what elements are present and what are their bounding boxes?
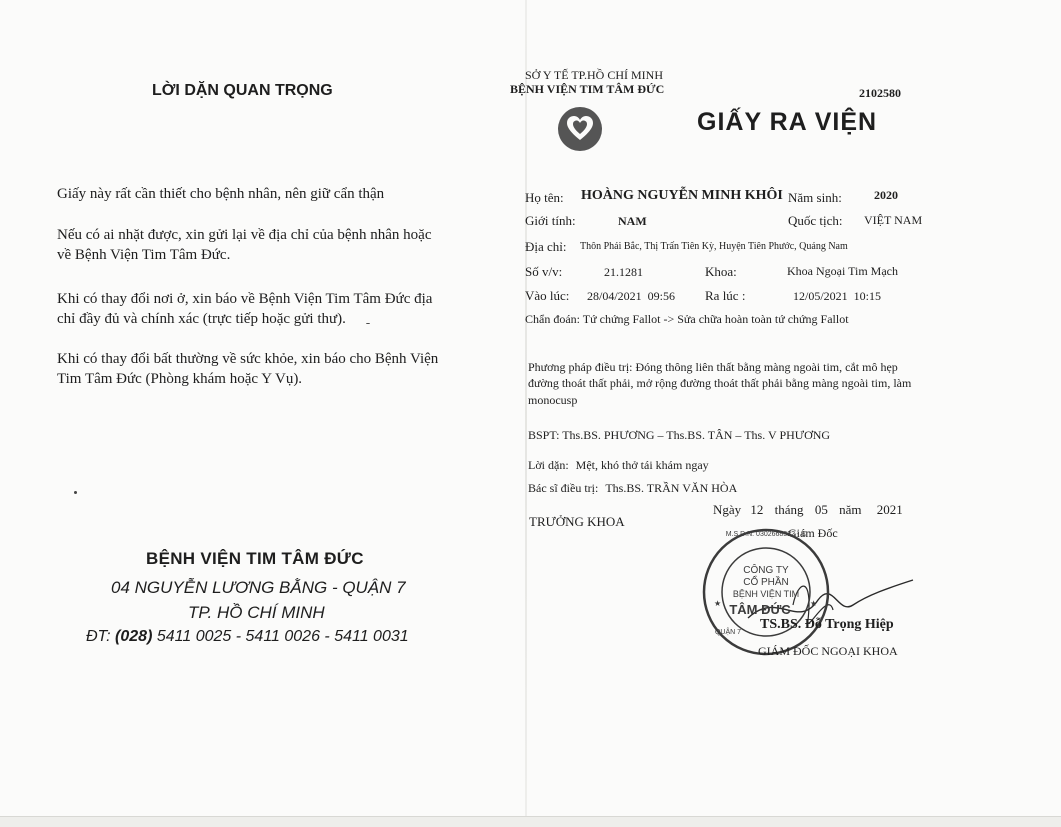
month-label: tháng	[774, 502, 804, 517]
gender: NAM	[618, 214, 647, 228]
stamp-star-icon: ★	[810, 599, 818, 608]
diagnosis-value: Tứ chứng Fallot -> Sửa chữa hoàn toàn tứ chứng Fallot	[582, 312, 849, 326]
address-label: Địa chỉ:	[525, 239, 567, 254]
day-label: Ngày	[713, 502, 742, 517]
signer-name: TS.BS. Đỗ Trọng Hiệp	[760, 617, 894, 632]
director-label: Giám Đốc	[788, 526, 838, 540]
month: 05	[814, 502, 828, 517]
stamp-line: CÔNG TY	[743, 565, 789, 576]
stamp-star-icon: ★	[714, 599, 722, 608]
day: 12	[750, 502, 764, 517]
notice-line: Tim Tâm Đức (Phòng khám hoặc Y Vụ).	[57, 371, 303, 387]
patient-address: Thôn Phái Bắc, Thị Trấn Tiên Kỳ, Huyện Tiên Phước, Quảng Nam	[580, 241, 848, 252]
signer-title: GIÁM ĐỐC NGOẠI KHOA	[758, 644, 898, 658]
admission-time: 28/04/2021 09:56	[587, 289, 676, 303]
hospital-logo-icon	[557, 106, 603, 152]
hospital-phone	[86, 628, 409, 646]
hospital-header: BỆNH VIỆN TIM TÂM ĐỨC	[510, 82, 665, 96]
department-label: Khoa:	[705, 264, 737, 279]
diagnosis	[525, 312, 849, 327]
paper-fold	[525, 0, 527, 826]
important-notice-heading: LỜI DẶN QUAN TRỌNG	[152, 82, 333, 99]
notice-line: về Bệnh Viện Tim Tâm Đức.	[57, 247, 231, 263]
document-title: GIẤY RA VIỆN	[697, 108, 878, 136]
stamp-district: QUẬN 7	[714, 629, 742, 636]
nationality-label: Quốc tịch:	[788, 213, 843, 228]
name-label: Họ tên:	[525, 190, 564, 205]
hospital-name-footer: BỆNH VIỆN TIM TÂM ĐỨC	[146, 549, 364, 568]
advice-value: Mệt, khó thở tái khám ngay	[575, 458, 709, 472]
gender-label: Giới tính:	[525, 213, 576, 228]
notice-line: Nếu có ai nhặt được, xin gửi lại về địa chỉ của bệnh nhân hoặc	[57, 227, 432, 243]
advice	[528, 458, 709, 473]
patient-name: HOÀNG NGUYỄN MINH KHÔI	[581, 188, 783, 203]
department: Khoa Ngoại Tim Mạch	[787, 264, 898, 278]
stamp-line: CỔ PHẦN	[743, 577, 789, 588]
stamp-line: BỆNH VIỆN TIM	[732, 589, 800, 599]
treatment-method-line: monocusp	[528, 393, 578, 407]
head-of-department: TRƯỞNG KHOA	[529, 514, 625, 529]
year: 2021	[876, 502, 903, 517]
treating-doctor-label: Bác sĩ điều trị:	[528, 481, 599, 495]
discharge-label: Ra lúc :	[705, 288, 746, 303]
hospital-city: TP. HỒ CHÍ MINH	[188, 603, 325, 622]
surgeons: BSPT: Ths.BS. PHƯƠNG – Ths.BS. TÂN – Ths. V PHƯƠNG	[528, 428, 831, 442]
treating-doctor	[528, 481, 737, 496]
record-number: 21.1281	[604, 265, 643, 279]
company-stamp-icon	[700, 526, 832, 658]
ink-speck	[74, 491, 77, 494]
birth-year-label: Năm sinh:	[788, 190, 842, 205]
health-department: SỞ Y TẾ TP.HỒ CHÍ MINH	[525, 68, 664, 82]
advice-label: Lời dặn:	[528, 458, 569, 472]
phone-numbers: 5411 0025 - 5411 0026 - 5411 0031	[156, 628, 409, 645]
page-bottom-edge	[0, 816, 1061, 827]
record-number-label: Số v/v:	[525, 264, 563, 279]
document-number: 2102580	[859, 86, 901, 100]
notice-line: Khi có thay đổi nơi ở, xin báo về Bệnh Viện Tim Tâm Đức địa	[57, 291, 433, 307]
phone-area-code: (028)	[115, 628, 153, 645]
admission-label: Vào lúc:	[525, 288, 570, 303]
stamp-line: TÂM ĐỨC	[729, 602, 791, 617]
treatment-method-line: đường thoát thất phải, mở rộng đường thoát thất phải bằng màng ngoài tim, làm	[528, 376, 912, 390]
notice-line: chỉ đầy đủ và chính xác (trực tiếp hoặc gửi thư).	[57, 311, 346, 327]
treating-doctor-name: Ths.BS. TRẦN VĂN HÒA	[605, 481, 738, 495]
hospital-address: 04 NGUYỄN LƯƠNG BẰNG - QUẬN 7	[111, 578, 406, 597]
treatment-method-line: Phương pháp điều trị: Đóng thông liên thất bằng màng ngoài tim, cắt mô hẹp	[528, 360, 898, 374]
notice-line: Giấy này rất cần thiết cho bệnh nhân, nên giữ cẩn thận	[57, 186, 385, 202]
notice-line: Khi có thay đổi bất thường về sức khỏe, xin báo cho Bệnh Viện	[57, 351, 439, 367]
phone-label: ĐT:	[86, 628, 111, 645]
discharge-time: 12/05/2021 10:15	[793, 289, 882, 303]
nationality: VIỆT NAM	[864, 213, 923, 227]
year-label: năm	[839, 502, 862, 517]
stamp-registration: M.S.D.N: 0302668322 - C	[725, 531, 807, 538]
signing-date	[713, 502, 903, 518]
birth-year: 2020	[874, 188, 898, 202]
diagnosis-label: Chẩn đoán:	[525, 312, 580, 326]
ink-speck	[366, 323, 370, 324]
